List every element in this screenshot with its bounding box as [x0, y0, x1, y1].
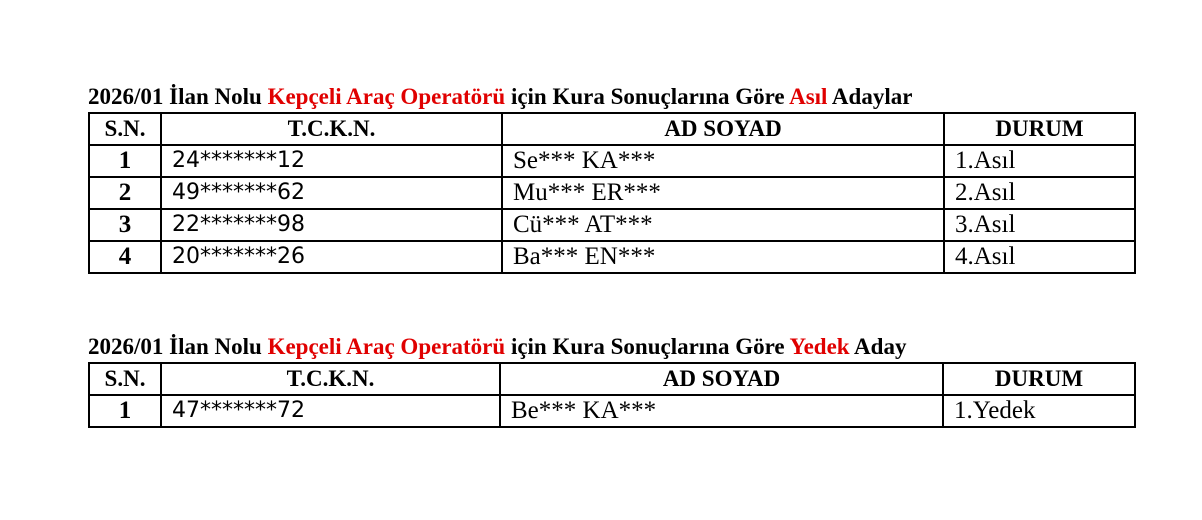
- header-tckn: T.C.K.N.: [161, 113, 502, 145]
- cell-durum: 3.Asıl: [944, 209, 1135, 241]
- yedek-table: [88, 362, 1136, 428]
- cell-ad-soyad: Ba*** EN***: [502, 241, 944, 273]
- table-row: [89, 177, 1135, 209]
- header-durum: DURUM: [943, 363, 1135, 395]
- asil-title-middle: için Kura Sonuçlarına Göre: [505, 84, 790, 109]
- yedek-section: [88, 332, 1134, 428]
- asil-title-position: Kepçeli Araç Operatörü: [267, 84, 506, 109]
- cell-tckn: 49*******62: [161, 177, 502, 209]
- table-row: [89, 395, 1135, 427]
- table-row: [89, 209, 1135, 241]
- header-durum: DURUM: [944, 113, 1135, 145]
- asil-title-type: Asıl: [789, 84, 828, 109]
- cell-durum: 4.Asıl: [944, 241, 1135, 273]
- cell-sn: 2: [89, 177, 161, 209]
- cell-tckn: 22*******98: [161, 209, 502, 241]
- asil-title: [88, 82, 1134, 112]
- yedek-title-position: Kepçeli Araç Operatörü: [267, 334, 506, 359]
- yedek-title-prefix: 2026/01 İlan Nolu: [88, 334, 268, 359]
- yedek-header-row: [89, 363, 1135, 395]
- header-ad-soyad: AD SOYAD: [500, 363, 943, 395]
- asil-header-row: [89, 113, 1135, 145]
- header-ad-soyad: AD SOYAD: [502, 113, 944, 145]
- yedek-title-middle: için Kura Sonuçlarına Göre: [505, 334, 790, 359]
- cell-durum: 1.Asıl: [944, 145, 1135, 177]
- cell-tckn: 24*******12: [161, 145, 502, 177]
- table-row: [89, 241, 1135, 273]
- cell-sn: 1: [89, 145, 161, 177]
- asil-title-prefix: 2026/01 İlan Nolu: [88, 84, 268, 109]
- cell-ad-soyad: Cü*** AT***: [502, 209, 944, 241]
- header-sn: S.N.: [89, 363, 161, 395]
- asil-section: [88, 82, 1134, 274]
- cell-tckn: 47*******72: [161, 395, 500, 427]
- cell-durum: 1.Yedek: [943, 395, 1135, 427]
- yedek-title: [88, 332, 1134, 362]
- cell-sn: 4: [89, 241, 161, 273]
- cell-ad-soyad: Mu*** ER***: [502, 177, 944, 209]
- yedek-title-type: Yedek: [789, 334, 850, 359]
- cell-tckn: 20*******26: [161, 241, 502, 273]
- yedek-title-suffix: Aday: [849, 334, 907, 359]
- header-sn: S.N.: [89, 113, 161, 145]
- cell-sn: 3: [89, 209, 161, 241]
- cell-ad-soyad: Be*** KA***: [500, 395, 943, 427]
- cell-ad-soyad: Se*** KA***: [502, 145, 944, 177]
- cell-durum: 2.Asıl: [944, 177, 1135, 209]
- header-tckn: T.C.K.N.: [161, 363, 500, 395]
- asil-title-suffix: Adaylar: [827, 84, 913, 109]
- table-row: [89, 145, 1135, 177]
- asil-table: [88, 112, 1136, 274]
- cell-sn: 1: [89, 395, 161, 427]
